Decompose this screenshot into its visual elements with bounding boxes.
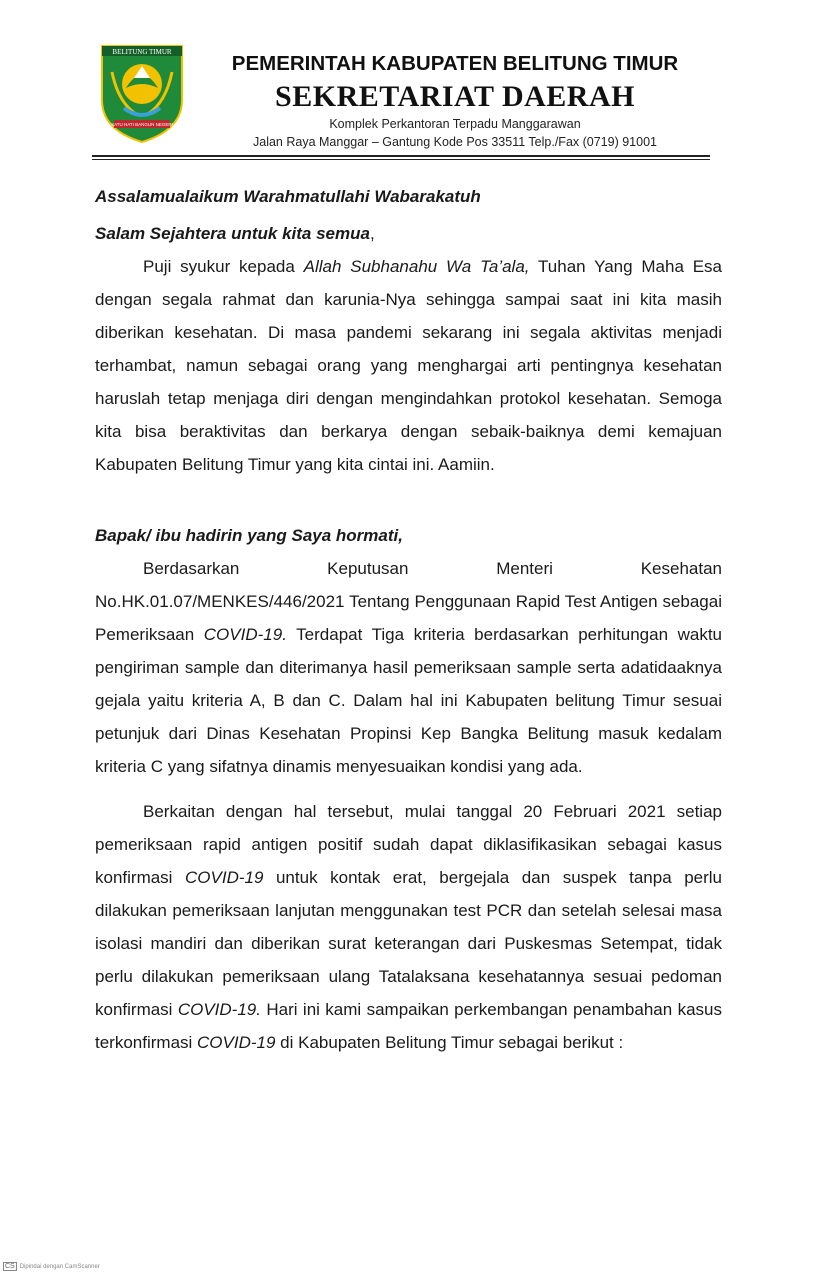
paragraph-gratitude bbox=[95, 250, 722, 481]
p3-g: di Kabupaten Belitung Timur sebagai berikut : bbox=[275, 1033, 624, 1052]
p2-italic: COVID-19. bbox=[203, 625, 287, 644]
p2-rest: Terdapat Tiga kriteria berdasarkan perhitungan waktu pengiriman sample dan diterimanya hasil pemeriksaan sample serta adatidaaknya gejala yaitu kriteria A, B dan C. Dalam hal ini Kabupaten belitung Timur sesuai petunjuk dari Dinas Kesehatan Propinsi Kep Bangka Belitung masuk kedalam kriteria C yang sifatnya dinamis menyesuaikan kondisi yang ada. bbox=[95, 625, 722, 776]
svg-text:SATU HATI BANGUN NEGERI: SATU HATI BANGUN NEGERI bbox=[111, 122, 173, 127]
office-complex: Komplek Perkantoran Terpadu Manggarawan bbox=[329, 117, 581, 131]
scanner-watermark bbox=[3, 1262, 100, 1271]
paragraph-decree bbox=[95, 552, 722, 783]
speech-body bbox=[95, 180, 722, 1059]
p1-italic: Allah Subhanahu Wa Ta’ala, bbox=[303, 257, 530, 276]
p3-e: Hari ini kami sampaikan perkembangan penambahan kasus terkonfirmasi bbox=[95, 1000, 722, 1052]
p1-lead: Puji syukur kepada bbox=[143, 257, 304, 276]
welcome-greeting-text: Salam Sejahtera untuk kita semua bbox=[95, 224, 370, 243]
welcome-greeting bbox=[95, 217, 722, 250]
camscanner-icon: CS bbox=[5, 1263, 15, 1270]
secretariat-title: SEKRETARIAT DAERAH bbox=[275, 80, 635, 113]
regency-emblem-icon bbox=[96, 42, 188, 144]
p1-rest: Tuhan Yang Maha Esa dengan segala rahmat dan karunia-Nya sehingga sampai saat ini kita masih diberikan kesehatan. Di masa pandemi sekarang ini segala aktivitas menjadi terhambat, namun sebagai orang yang menghargai arti pentingnya kesehatan haruslah tetap menjaga diri dengan mengindahkan protokol kesehatan. Semoga kita bisa beraktivitas dan berkarya dengan sebaik-baiknya demi kemajuan Kabupaten Belitung Timur yang kita cintai ini. Aamiin. bbox=[95, 257, 723, 474]
government-title: PEMERINTAH KABUPATEN BELITUNG TIMUR bbox=[231, 52, 679, 75]
svg-text:BELITUNG TIMUR: BELITUNG TIMUR bbox=[112, 48, 172, 56]
p3-d: COVID-19. bbox=[177, 1000, 261, 1019]
p2-lead: Berdasarkan Keputusan Menteri Kesehatan No.HK.01.07/MENKES/446/2021 Tentang Penggunaan Rapid Test Antigen sebagai Pemeriksaan bbox=[95, 559, 722, 644]
p3-a: Berkaitan dengan hal tersebut, mulai tanggal 20 Februari 2021 setiap pemeriksaan rapid antigen positif sudah dapat diklasifikasikan sebagai kasus konfirmasi bbox=[95, 802, 722, 887]
welcome-greeting-comma: , bbox=[369, 224, 375, 243]
p3-f: COVID-19 bbox=[197, 1033, 276, 1052]
office-address: Jalan Raya Manggar – Gantung Kode Pos 33511 Telp./Fax (0719) 91001 bbox=[253, 135, 657, 149]
header-rule-thin bbox=[92, 159, 710, 160]
letterhead bbox=[0, 0, 819, 165]
p3-b: COVID-19 bbox=[185, 868, 264, 887]
opening-greeting: Assalamualaikum Warahmatullahi Wabarakatuh bbox=[95, 187, 481, 206]
audience-address: Bapak/ ibu hadirin yang Saya hormati, bbox=[95, 526, 403, 545]
header-rule-thick bbox=[92, 155, 710, 157]
paragraph-classification bbox=[95, 795, 722, 1059]
p3-c: untuk kontak erat, bergejala dan suspek tanpa perlu dilakukan pemeriksaan lanjutan menggunakan test PCR dan setelah selesai masa isolasi mandiri dan diberikan surat keterangan dari Puskesmas Setempat, tidak perlu dilakukan pemeriksaan ulang Tatalaksana kesehatannya sesuai pedoman konfirmasi bbox=[95, 868, 722, 1019]
scanner-text: Dipindai dengan CamScanner bbox=[19, 1264, 100, 1270]
